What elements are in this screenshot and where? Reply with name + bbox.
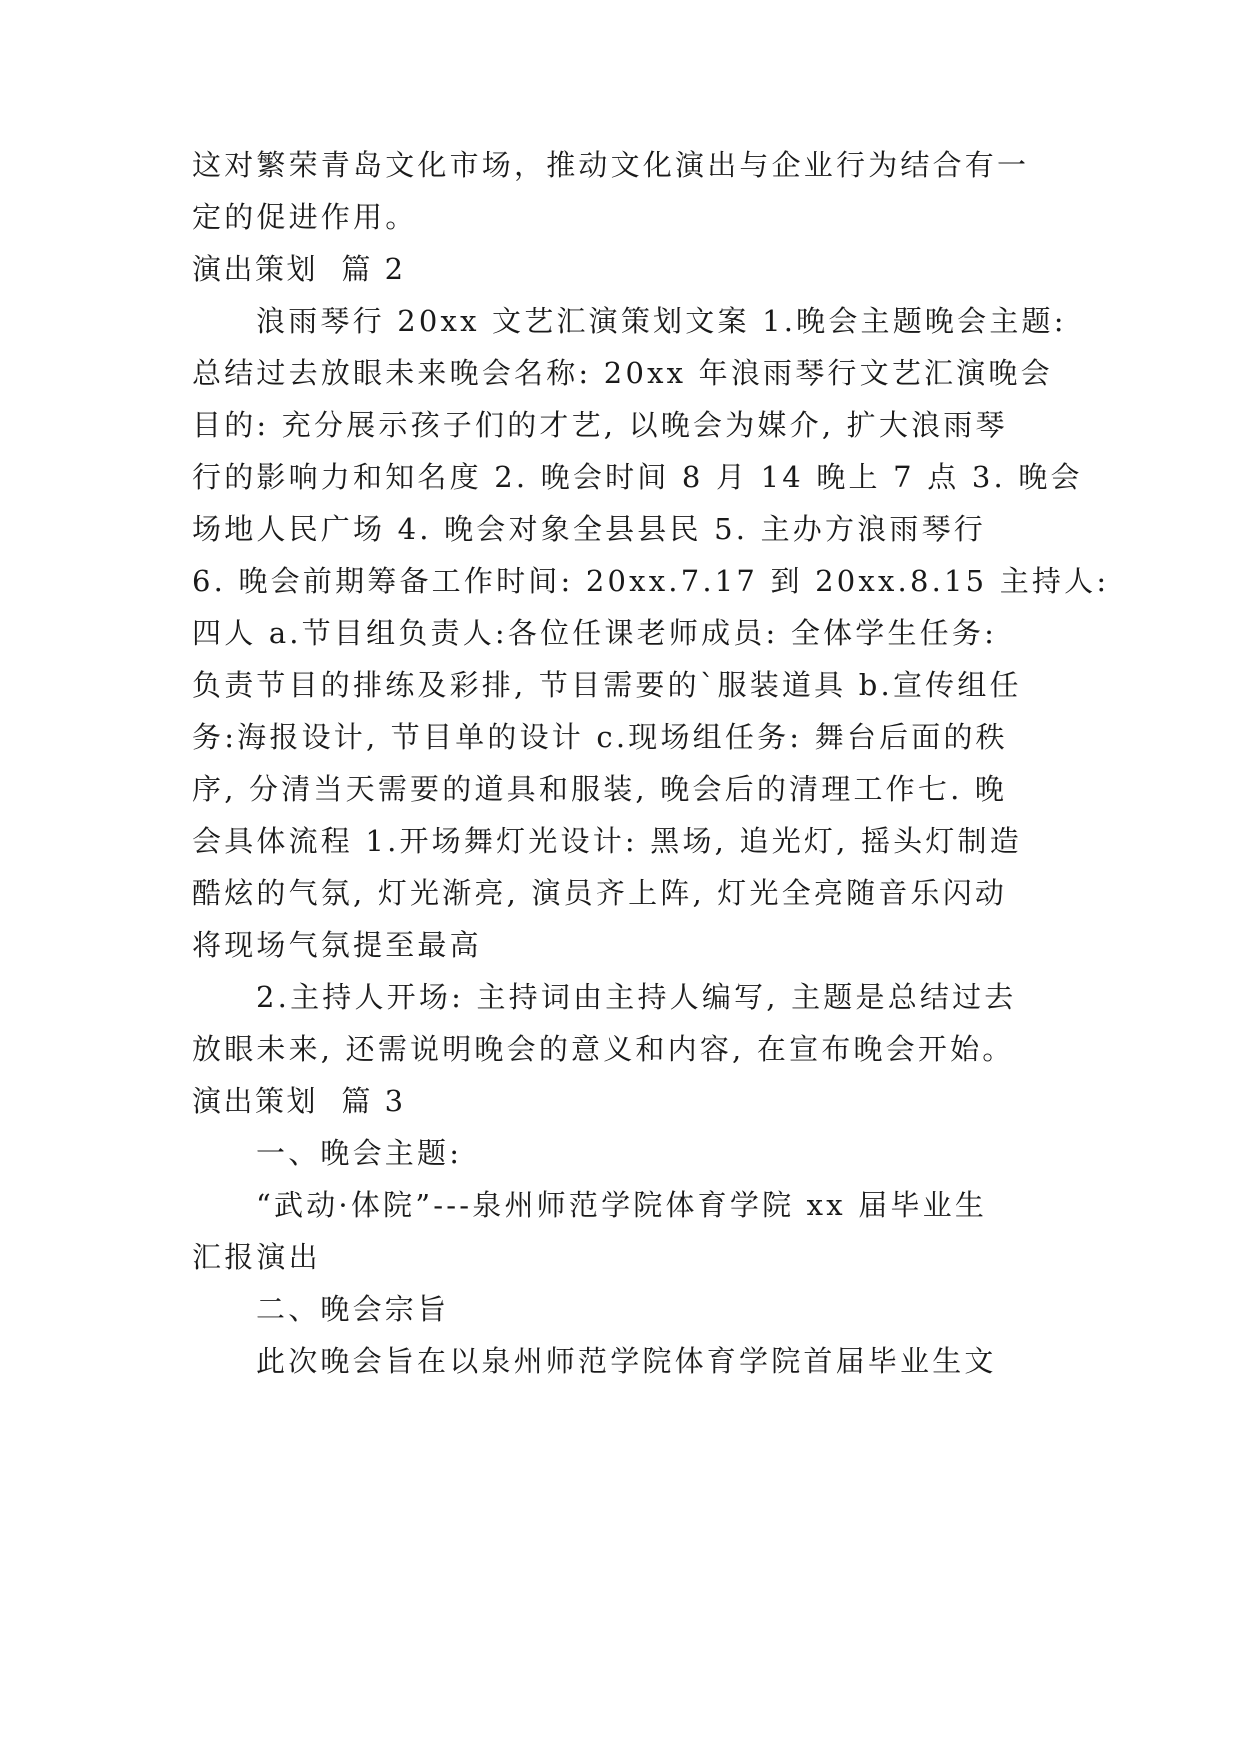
text-line: 总结过去放眼未来晚会名称: 20xx 年浪雨琴行文艺汇演晚会 xyxy=(192,356,1053,390)
text-line: 汇报演出 xyxy=(192,1240,321,1274)
text-line: 2.主持人开场: 主持词由主持人编写, 主题是总结过去 xyxy=(256,980,1017,1014)
section-heading: 演出策划 篇 3 xyxy=(192,1084,406,1118)
text-line: 负责节目的排练及彩排, 节目需要的`服装道具 b.宣传组任 xyxy=(192,668,1022,702)
text-line: 一、晚会主题: xyxy=(256,1136,463,1170)
text-line: 这对繁荣青岛文化市场，推动文化演出与企业行为结合有一 xyxy=(192,148,1030,182)
text-line: 浪雨琴行 20xx 文艺汇演策划文案 1.晚会主题晚会主题: xyxy=(256,304,1067,338)
text-line: 四人 a.节目组负责人:各位任课老师成员: 全体学生任务: xyxy=(192,616,998,650)
text-line: 场地人民广场 4. 晚会对象全县县民 5. 主办方浪雨琴行 xyxy=(192,512,987,546)
text-line: “武动·体院”---泉州师范学院体育学院 xx 届毕业生 xyxy=(256,1188,988,1222)
text-line: 目的: 充分展示孩子们的才艺, 以晚会为媒介, 扩大浪雨琴 xyxy=(192,408,1008,442)
text-line: 将现场气氛提至最高 xyxy=(192,928,482,962)
text-line: 定的促进作用。 xyxy=(192,200,418,234)
text-line: 6. 晚会前期筹备工作时间: 20xx.7.17 到 20xx.8.15 主持人: xyxy=(192,564,1110,598)
section-heading: 演出策划 篇 2 xyxy=(192,252,406,286)
text-line: 行的影响力和知名度 2. 晚会时间 8 月 14 晚上 7 点 3. 晚会 xyxy=(192,460,1083,494)
text-line: 会具体流程 1.开场舞灯光设计: 黑场, 追光灯, 摇头灯制造 xyxy=(192,824,1022,858)
text-line: 二、晚会宗旨 xyxy=(256,1292,450,1326)
text-line: 此次晚会旨在以泉州师范学院体育学院首届毕业生文 xyxy=(256,1344,997,1378)
text-line: 序, 分清当天需要的道具和服装, 晚会后的清理工作七. 晚 xyxy=(192,772,1008,806)
text-line: 务:海报设计, 节目单的设计 c.现场组任务: 舞台后面的秩 xyxy=(192,720,1008,754)
text-line: 酷炫的气氛, 灯光渐亮, 演员齐上阵, 灯光全亮随音乐闪动 xyxy=(192,876,1008,910)
text-line: 放眼未来, 还需说明晚会的意义和内容, 在宣布晚会开始。 xyxy=(192,1032,1015,1066)
